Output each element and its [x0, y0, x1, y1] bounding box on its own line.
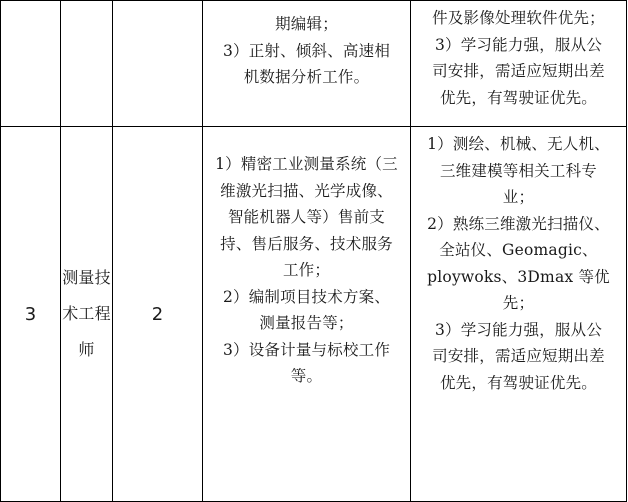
duties-line: 等。: [290, 367, 323, 385]
requirements-line: 司安排，需适应短期出差: [432, 347, 605, 365]
duties-cell: [203, 1, 411, 127]
requirements-line: 2）熟练三维激光扫描仪、: [427, 214, 610, 233]
position-line: 测量技: [62, 268, 111, 287]
duties-cell: [203, 127, 411, 502]
duties-line: 维激光扫描、光学成像、: [220, 181, 393, 200]
index-cell-empty: [1, 1, 61, 127]
duties-line: 3）正射、倾斜、高速相: [222, 41, 391, 60]
position-cell-empty: [61, 1, 113, 127]
duties-line: 持、售后服务、技术服务: [220, 234, 393, 253]
table-row: [1, 127, 627, 502]
requirements-cell: [411, 1, 627, 127]
requirements-line: 3）学习能力强，服从公: [434, 320, 603, 339]
duties-line: 期编辑；: [275, 15, 338, 33]
requirements-line: 3）学习能力强，服从公: [434, 35, 603, 54]
duties-line: 工作；: [282, 261, 331, 279]
requirements-line: 全站仪、Geomagic、: [439, 241, 598, 259]
requirements-line: 件及影像处理软件优先；: [432, 9, 605, 27]
position-line: 师: [78, 340, 95, 359]
headcount-cell: 2: [113, 127, 203, 502]
requirements-line: ploywoks、3Dmax 等优: [427, 267, 610, 286]
duties-line: 1）精密工业测量系统（三: [215, 155, 398, 173]
duties-line: 3）设备计量与标校工作: [222, 340, 391, 359]
requirements-line: 优先，有驾驶证优先。: [439, 88, 597, 107]
requirements-line: 司安排，需适应短期出差: [432, 62, 605, 80]
requirements-line: 先；: [502, 294, 535, 312]
table-row-continued: [1, 1, 627, 127]
requirements-line: 1）测绘、机械、无人机、: [427, 135, 610, 153]
requirements-line: 业；: [502, 188, 535, 206]
duties-line: 智能机器人等）售前支: [227, 208, 385, 226]
position-line: 术工程: [62, 304, 111, 323]
index-cell: 3: [1, 127, 61, 502]
duties-line: 2）编制项目技术方案、: [222, 287, 391, 306]
requirements-line: 优先，有驾驶证优先。: [439, 373, 597, 392]
position-cell: [61, 127, 113, 502]
duties-line: 测量报告等；: [259, 314, 354, 332]
duties-line: 机数据分析工作。: [243, 68, 370, 86]
requirements-line: 三维建模等相关工科专: [439, 161, 597, 180]
headcount-cell-empty: [113, 1, 203, 127]
requirements-cell: [411, 127, 627, 502]
